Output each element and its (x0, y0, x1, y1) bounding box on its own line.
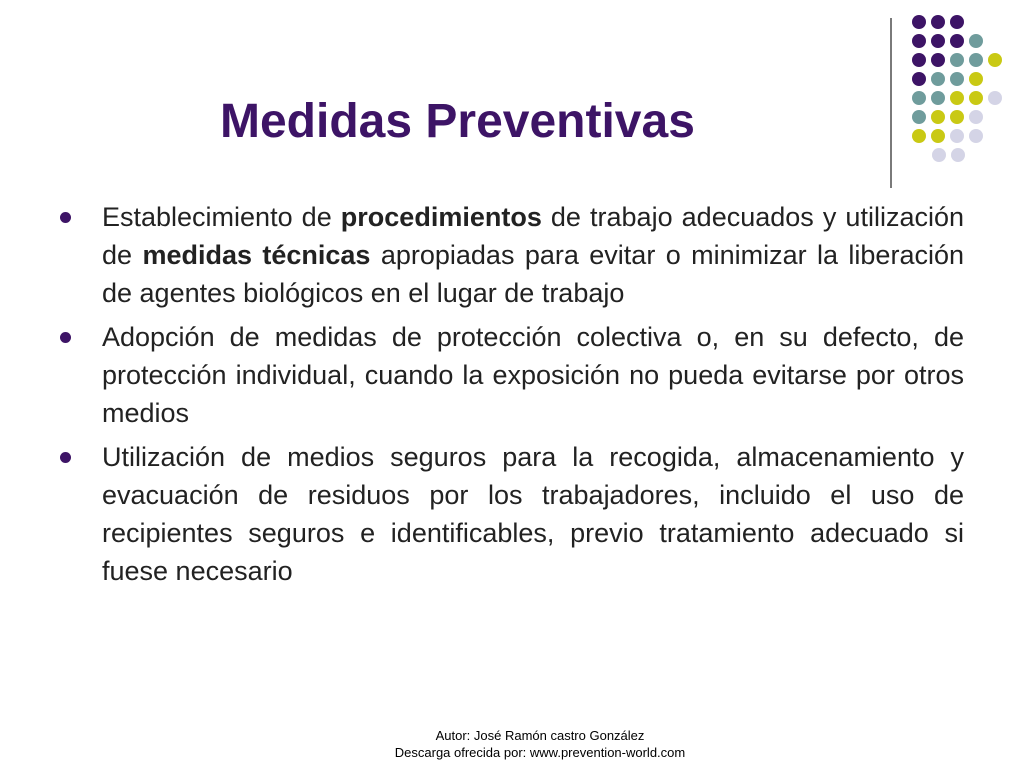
bullet-text: Utilización de medios seguros para la recogida, almacenamiento y evacuación de residuos por los trabajadores, incluido el uso de recipientes seguros e identificables, previo tratamiento adecuado si fuese necesario (102, 442, 964, 586)
decorative-dot-lavender (969, 129, 983, 143)
decorative-dot-purple (931, 15, 945, 29)
decorative-dot-purple (912, 15, 926, 29)
decorative-dot-purple (950, 15, 964, 29)
decorative-dot-olive (969, 72, 983, 86)
decorative-dot-lavender (932, 148, 946, 162)
bullet-text: Adopción de medidas de protección colectiva o, en su defecto, de protección individual, cuando la exposición no pueda evitarse por otros medios (102, 322, 964, 428)
decorative-dot-olive (969, 91, 983, 105)
bullet-list (60, 198, 964, 596)
decorative-dot-teal (931, 91, 945, 105)
decorative-dot-teal (969, 53, 983, 67)
bullet-text: apropiadas para evitar o minimizar la liberación de agentes biológicos en el lugar de trabajo (102, 240, 964, 308)
decorative-dot-lavender (950, 129, 964, 143)
footer (300, 727, 780, 761)
decorative-dot-lavender (969, 110, 983, 124)
bullet-dot-icon (60, 332, 71, 343)
decorative-dot-lavender (951, 148, 965, 162)
bullet-item (60, 198, 964, 312)
decorative-dot-purple (950, 34, 964, 48)
bullet-text-bold: medidas técnicas (142, 240, 371, 270)
bullet-item (60, 438, 964, 590)
slide-title: Medidas Preventivas (220, 95, 695, 148)
bullet-text: Establecimiento de (102, 202, 341, 232)
decorative-dot-olive (988, 53, 1002, 67)
decorative-dot-teal (950, 53, 964, 67)
decorative-dot-olive (950, 110, 964, 124)
decorative-dot-teal (969, 34, 983, 48)
bullet-dot-icon (60, 212, 71, 223)
decorative-dot-teal (912, 110, 926, 124)
decorative-dot-lavender (988, 91, 1002, 105)
decorative-dot-purple (912, 34, 926, 48)
decorative-dot-olive (931, 129, 945, 143)
decorative-dot-purple (912, 53, 926, 67)
decorative-dot-olive (931, 110, 945, 124)
decorative-divider-line (890, 18, 892, 188)
decorative-dot-teal (931, 72, 945, 86)
bullet-text-bold: procedimientos (340, 202, 542, 232)
decorative-dot-purple (912, 72, 926, 86)
decorative-dot-olive (950, 91, 964, 105)
bullet-text: de trabajo adecuados y utilización de (102, 202, 964, 270)
decorative-dot-purple (931, 34, 945, 48)
decorative-dot-teal (950, 72, 964, 86)
decorative-dot-teal (912, 91, 926, 105)
footer-source: Descarga ofrecida por: www.prevention-world.com (394, 745, 686, 760)
bullet-dot-icon (60, 452, 71, 463)
bullet-item (60, 318, 964, 432)
decorative-dot-olive (912, 129, 926, 143)
footer-author: Autor: José Ramón castro González (435, 728, 645, 743)
decorative-dot-purple (931, 53, 945, 67)
